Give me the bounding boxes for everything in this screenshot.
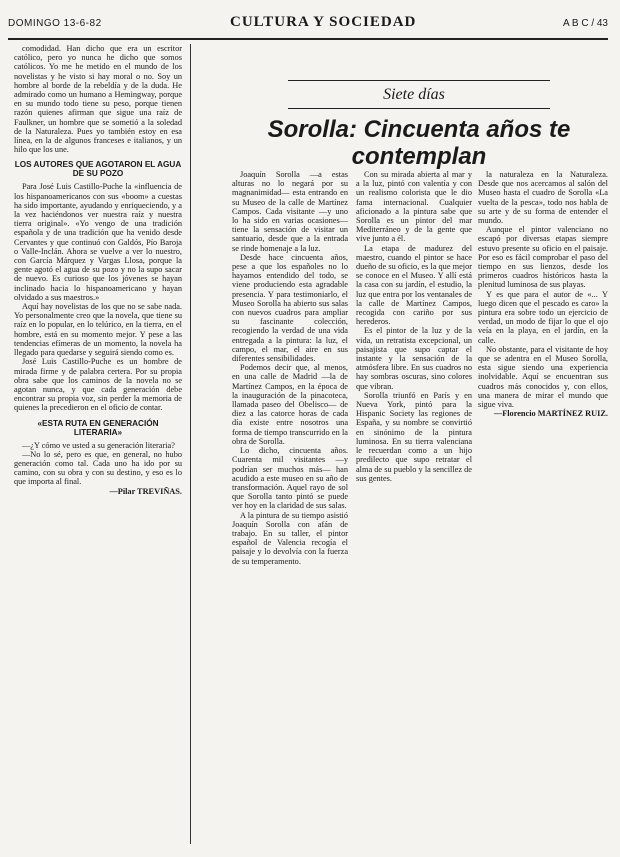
paragraph: Sorolla triunfó en París y en Nueva York, pintó para la Hispanic Society las regiones de España, y su nombre se convirtió en sinónimo de la pintura luminosa. En su tierra valenciana le recuerdan como a un hijo predilecto que supo retratar el alma de su pueblo y la sencillez de sus gentes. [356,390,472,483]
page-number: A B C / 43 [562,18,608,29]
byline: —Florencio MARTÍNEZ RUIZ. [493,409,608,419]
paragraph: Para José Luis Castillo-Puche la «influencia de los hispanoamericanos con sus «boom» a cuestas ha sido importante, ayudando y enriqueciendo, y a la vez haciéndonos ver nuestra raíz y nuestra tierra original». «Yo vengo de una tradición española y de una tradición que ha venido desde Cervantes y que continuó con Galdós, Pío Baroja o Valle-Inclán. Ahora se vuelve a ver lo nuestro, con García Márquez y Vargas Llosa, porque la gente agotó el agua de su pozo y no la supo sacar de nuevo. Es curioso que los jóvenes se hayan inclinado hacia lo hispanoamericano y hayan olvidado a sus maestros.» [14,182,182,302]
article-sorolla-col2 [356,170,472,850]
paragraph: comodidad. Han dicho que era un escritor católico, pero yo nunca he dicho que somos católicos. Yo me he metido en el mundo de los novelistas y he visto si hay moral o no. Soy un hombre al borde de la rebeldía y de la duda. He admirado como un humano a Hemingway, porque en su mundo todo tiene su peso, porque tienen razón quienes afirman que sigue una raíz de Faulkner, un hombre que se sometió a la soledad de la Naturaleza. Pues yo también estoy en esa línea, en la de algunos franceses e italianos, y un hilo que los une. [14,44,182,155]
subheading: «ESTA RUTA EN GENERACIÓN LITERARIA» [37,418,159,437]
kicker-rule-bottom [288,108,550,109]
page-header [8,14,608,36]
paragraph: Y es que para el autor de «... Y luego dicen que el pescado es caro» la pintura era sobre todo un ejercicio de verdad, un modo de fijar lo que el ojo veía en la playa, en el jardín, en la calle. [478,289,608,345]
article-sorolla-col3 [478,170,608,850]
article-castillo-puche [14,44,182,844]
paragraph: Lo dicho, cincuenta años. Cuarenta mil visitantes —y podrían ser muchos más— han acudido a este museo en su año de transformación. Aquel rayo de sol que Sorolla tanto pintó se puede ver hoy en la claridad de sus salas. [232,446,348,511]
paragraph: José Luis Castillo-Puche es un hombre de mirada firme y de palabra certera. Por su propia obra sabe que los caminos de la novela no se agotan nunca, y que cada generación debe encontrar su propia voz, sin perder la memoria de quienes la precedieron en el oficio de contar. [14,357,182,413]
section-title: CULTURA Y SOCIEDAD [230,14,417,30]
column-divider [190,44,191,844]
paragraph: —No lo sé, pero es que, en general, no hubo generación como tal. Cada uno ha ido por su camino, con su obra y con su destino, y eso es lo que importa al final. [14,449,182,487]
paragraph: Podemos decir que, al menos, en una calle de Madrid —la de Martínez Campos, en la época de la inauguración de la pinacoteca, llamada paseo del Obelisco— de diez a las catorce horas de cada día existe entre nosotros una forma de tiempo transcurrido en la obra de Sorolla. [232,363,348,446]
paragraph: Con su mirada abierta al mar y a la luz, pintó con valentía y con un realismo colorista que le dio fama internacional. Cualquier aficionado a la pintura sabe que Sorolla es un pintor del mar Mediterráneo y de la gente que vive junto a él. [356,170,472,244]
paragraph: la naturaleza en la Naturaleza. Desde que nos acercamos al salón del Museo hasta el cuadro de Sorolla «La vuelta de la pesca», todo nos habla de su arte y de su forma de entender el mundo. [478,170,608,226]
kicker-rule-top [288,80,550,81]
paragraph: Es el pintor de la luz y de la vida, un retratista excepcional, un paisajista que supo captar el instante y la sensación de la atmósfera libre. En sus cuadros no hay sombras oscuras, sino colores que vibran. [356,326,472,391]
header-rule [8,38,608,40]
subheading: LOS AUTORES QUE AGOTARON EL AGUA DE SU POZO [14,160,182,179]
paragraph: No obstante, para el visitante de hoy que se adentra en el Museo Sorolla, esta sigue siendo una experiencia inolvidable. Aquí se encuentran sus cuadros más conocidos y, con ellos, una manera de mirar el mundo que sigue viva. [478,344,608,410]
paragraph: Desde hace cincuenta años, pese a que los españoles no lo hayamos entendido del todo, se viene produciendo esta agradable presencia. Y para testimoniarlo, el Museo Sorolla ha abierto sus salas con nuevos cuadros para ampliar su fascinante colección, recogiendo la verdad de una vida entregada a la pintura: la luz, el campo, el mar, el aire en sus diferentes sensibilidades. [232,252,348,364]
article-sorolla-col1 [232,170,348,850]
paragraph: —¿Y cómo ve usted a su generación literaria? [22,440,175,450]
paragraph: Aunque el pintor valenciano no escapó por diversas etapas siempre estuvo presente su oficio en el paisaje. Por eso es fácil comprobar el paso del tiempo en sus lienzos, desde los primeros cuadros históricos hasta la plenitud luminosa de sus playas. [478,225,608,290]
paragraph: La etapa de madurez del maestro, cuando el pintor se hace dueño de su oficio, es la que mejor se conoce en el Museo. Y allí está la casa con su jardín, el estudio, la luz que entra por los ventanales de la calle de Martínez Campos, recogida con cariño por sus herederos. [356,243,472,327]
paragraph: Joaquín Sorolla —a estas alturas no lo negará por su magnanimidad— esta entrando en su Museo de la calle de Martínez Campos. Cada visitante —y uno lo ha sido en varias ocasiones— tiene la sensación de visitar un santuario, desde que a la entrada se rinde homenaje a la luz. [232,170,348,253]
paragraph: A la pintura de su tiempo asistió Joaquín Sorolla con afán de trabajo. En su taller, el pintor español de Valencia recogía el paisaje y lo devolvía con la fuerza de su temperamento. [232,510,348,566]
headline: Sorolla: Cincuenta años te contemplan [267,116,571,170]
byline: —Pilar TREVIÑAS. [109,486,182,496]
header-date: DOMINGO 13-6-82 [8,18,102,29]
kicker: Siete días [383,86,445,103]
paragraph: Aquí hay novelistas de los que no se sabe nada. Yo personalmente creo que la novela, que tiene su raíz en lo popular, en lo telúrico, en la tierra, en el hombre, está en su momento mejor. Y pese a las tendencias efímeras de un momento, la novela ha llegado para quedarse y seguirá siendo como es. [14,302,182,358]
